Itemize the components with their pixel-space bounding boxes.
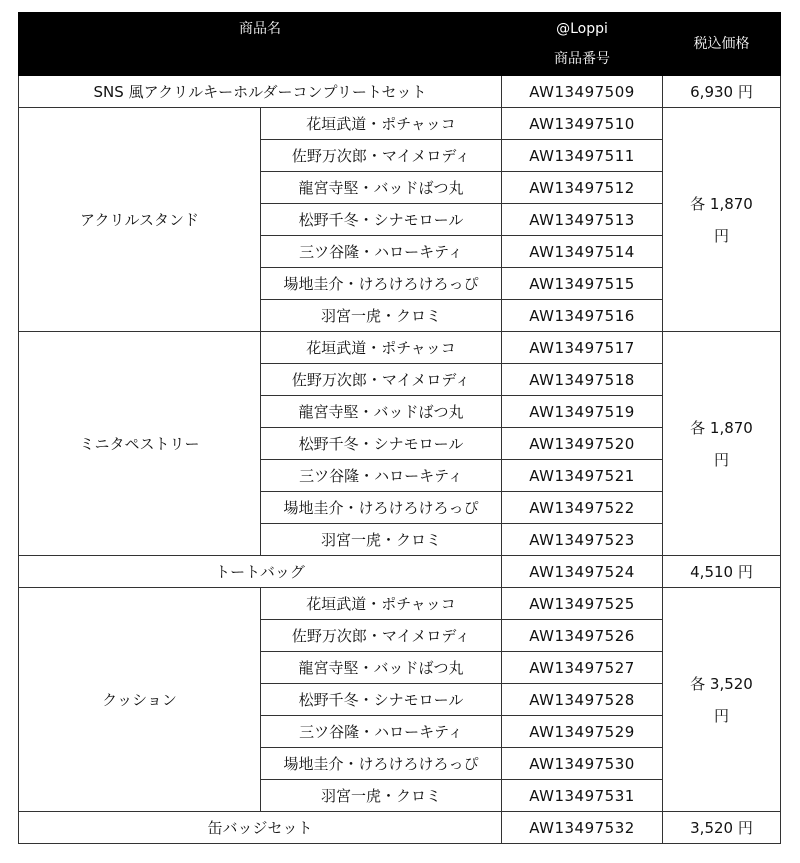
header-price: 税込価格 xyxy=(663,13,781,76)
table-row xyxy=(19,812,781,844)
product-price: 3,520 円 xyxy=(663,812,781,844)
variant-name: 花垣武道・ポチャッコ xyxy=(261,588,502,620)
header-product-name: 商品名 xyxy=(19,13,502,76)
group-name: クッション xyxy=(19,588,261,812)
variant-name: 佐野万次郎・マイメロディ xyxy=(261,620,502,652)
variant-name: 松野千冬・シナモロール xyxy=(261,684,502,716)
product-code: AW13497515 xyxy=(502,268,663,300)
group-price xyxy=(663,332,781,556)
group-price-amount: 各 1,870 xyxy=(690,194,753,213)
variant-name: 三ツ谷隆・ハローキティ xyxy=(261,716,502,748)
table-row xyxy=(19,332,781,364)
variant-name: 羽宮一虎・クロミ xyxy=(261,780,502,812)
variant-name: 羽宮一虎・クロミ xyxy=(261,300,502,332)
variant-name: 花垣武道・ポチャッコ xyxy=(261,332,502,364)
product-code: AW13497516 xyxy=(502,300,663,332)
variant-name: 龍宮寺堅・バッドばつ丸 xyxy=(261,396,502,428)
table-row xyxy=(19,556,781,588)
product-code: AW13497526 xyxy=(502,620,663,652)
product-code: AW13497523 xyxy=(502,524,663,556)
variant-name: 羽宮一虎・クロミ xyxy=(261,524,502,556)
header-loppi-line2: 商品番号 xyxy=(554,51,610,67)
variant-name: 三ツ谷隆・ハローキティ xyxy=(261,236,502,268)
variant-name: 松野千冬・シナモロール xyxy=(261,428,502,460)
group-price-amount: 各 1,870 xyxy=(690,418,753,437)
product-name: 缶バッジセット xyxy=(19,812,502,844)
table-body xyxy=(19,76,781,844)
variant-name: 佐野万次郎・マイメロディ xyxy=(261,140,502,172)
group-price-unit: 円 xyxy=(713,450,729,469)
variant-name: 場地圭介・けろけろけろっぴ xyxy=(261,492,502,524)
table-header-row xyxy=(19,13,781,76)
product-code: AW13497510 xyxy=(502,108,663,140)
product-name: トートバッグ xyxy=(19,556,502,588)
product-code: AW13497517 xyxy=(502,332,663,364)
group-price-unit: 円 xyxy=(713,706,729,725)
product-code: AW13497532 xyxy=(502,812,663,844)
group-price xyxy=(663,108,781,332)
product-code: AW13497529 xyxy=(502,716,663,748)
variant-name: 龍宮寺堅・バッドばつ丸 xyxy=(261,172,502,204)
product-code: AW13497525 xyxy=(502,588,663,620)
product-code: AW13497521 xyxy=(502,460,663,492)
variant-name: 佐野万次郎・マイメロディ xyxy=(261,364,502,396)
product-code: AW13497530 xyxy=(502,748,663,780)
product-code: AW13497511 xyxy=(502,140,663,172)
variant-name: 場地圭介・けろけろけろっぴ xyxy=(261,748,502,780)
variant-name: 龍宮寺堅・バッドばつ丸 xyxy=(261,652,502,684)
product-price: 6,930 円 xyxy=(663,76,781,108)
group-price-amount: 各 3,520 xyxy=(690,674,753,693)
group-name: アクリルスタンド xyxy=(19,108,261,332)
product-price: 4,510 円 xyxy=(663,556,781,588)
group-price-unit: 円 xyxy=(713,226,729,245)
variant-name: 場地圭介・けろけろけろっぴ xyxy=(261,268,502,300)
product-code: AW13497524 xyxy=(502,556,663,588)
variant-name: 松野千冬・シナモロール xyxy=(261,204,502,236)
variant-name: 花垣武道・ポチャッコ xyxy=(261,108,502,140)
table-row xyxy=(19,108,781,140)
product-code: AW13497509 xyxy=(502,76,663,108)
product-code: AW13497522 xyxy=(502,492,663,524)
product-code: AW13497527 xyxy=(502,652,663,684)
product-code: AW13497518 xyxy=(502,364,663,396)
product-price-table xyxy=(18,12,781,844)
product-code: AW13497514 xyxy=(502,236,663,268)
header-loppi-code xyxy=(502,13,663,76)
group-price xyxy=(663,588,781,812)
variant-name: 三ツ谷隆・ハローキティ xyxy=(261,460,502,492)
product-code: AW13497520 xyxy=(502,428,663,460)
product-code: AW13497531 xyxy=(502,780,663,812)
product-code: AW13497513 xyxy=(502,204,663,236)
product-name: SNS 風アクリルキーホルダーコンプリートセット xyxy=(19,76,502,108)
header-loppi-line1: @Loppi xyxy=(556,21,608,37)
product-code: AW13497528 xyxy=(502,684,663,716)
product-code: AW13497512 xyxy=(502,172,663,204)
table-row xyxy=(19,588,781,620)
product-code: AW13497519 xyxy=(502,396,663,428)
table-row xyxy=(19,76,781,108)
group-name: ミニタペストリー xyxy=(19,332,261,556)
